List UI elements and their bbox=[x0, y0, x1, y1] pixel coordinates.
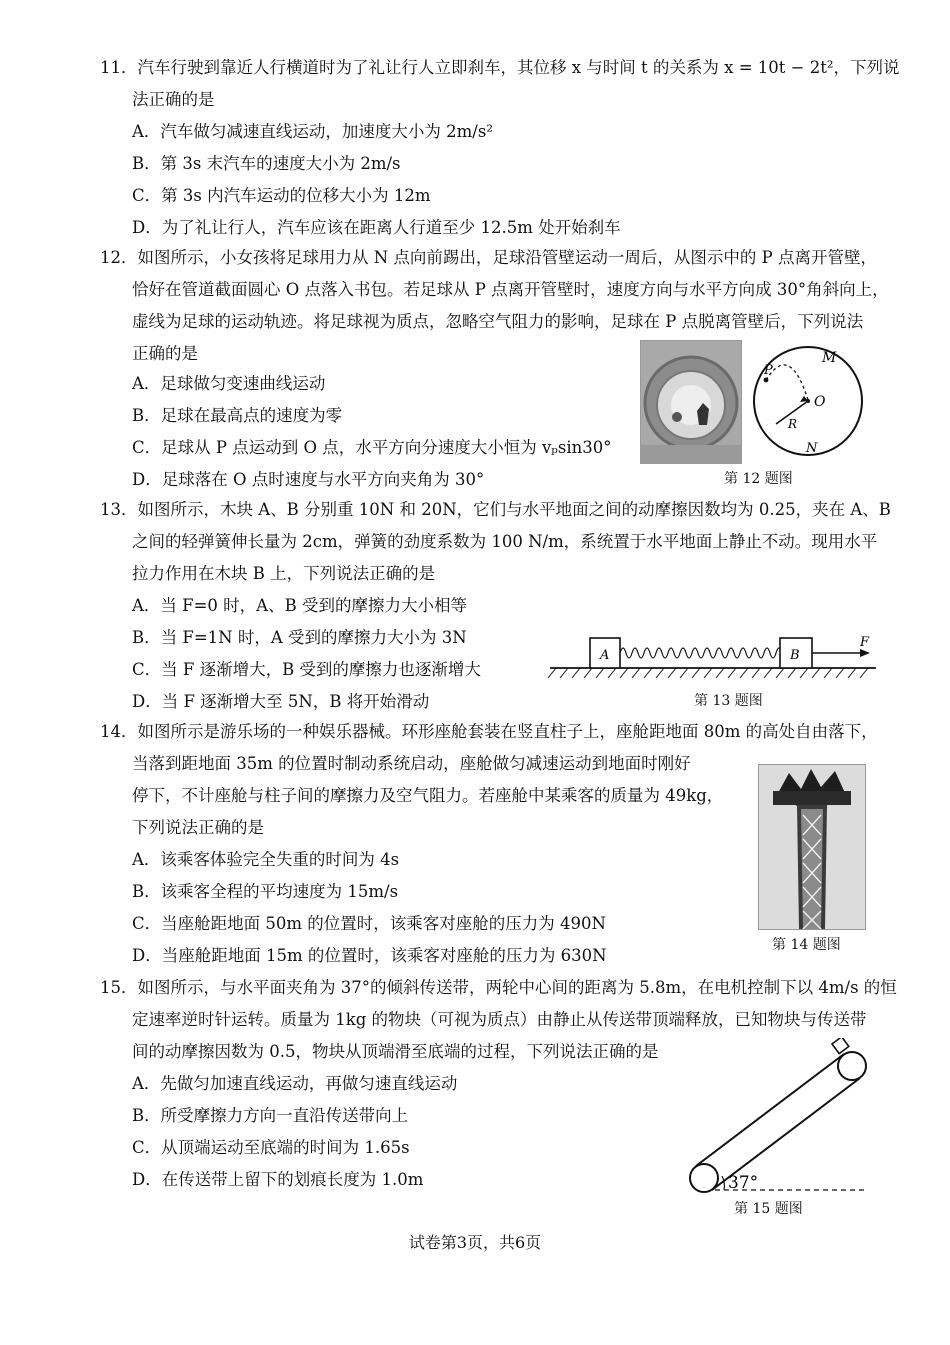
spring bbox=[620, 648, 806, 658]
q14-drop-tower-photo bbox=[758, 764, 866, 930]
q11-stem-line-2: 法正确的是 bbox=[132, 90, 215, 109]
q14-stem-line-4: 下列说法正确的是 bbox=[132, 818, 264, 837]
q14-option-a: A．该乘客体验完全失重的时间为 4s bbox=[132, 850, 400, 869]
q12-stem-line-3: 虚线为足球的运动轨迹。将足球视为质点，忽略空气阻力的影响，足球在 P 点脱离管壁后，下列说法 bbox=[132, 312, 864, 331]
block-b-label: B bbox=[790, 648, 800, 663]
q14-option-c: C．当座舱距地面 50m 的位置时，该乘客对座舱的压力为 490N bbox=[132, 914, 606, 933]
q15-option-d: D．在传送带上留下的划痕长度为 1.0m bbox=[132, 1170, 424, 1189]
q12-tunnel-photo bbox=[640, 340, 742, 464]
q13-option-a: A．当 F=0 时，A、B 受到的摩擦力大小相等 bbox=[132, 596, 467, 615]
q15-option-b: B．所受摩擦力方向一直沿传送带向上 bbox=[132, 1106, 409, 1125]
q13-option-c: C．当 F 逐渐增大，B 受到的摩擦力也逐渐增大 bbox=[132, 660, 481, 679]
q13-spring-diagram bbox=[546, 632, 882, 688]
q11-option-b: B．第 3s 末汽车的速度大小为 2m/s bbox=[132, 154, 401, 173]
belt-top bbox=[696, 1054, 844, 1166]
force-arrow-icon bbox=[860, 649, 870, 657]
q13-option-d: D．当 F 逐渐增大至 5N，B 将开始滑动 bbox=[132, 692, 430, 711]
page-footer: 试卷第3页，共6页 bbox=[408, 1233, 542, 1252]
q12-option-a: A．足球做匀变速曲线运动 bbox=[132, 374, 326, 393]
q13-stem-line-1: 13．如图所示，木块 A、B 分别重 10N 和 20N，它们与水平地面之间的动摩擦因数均为 0.25，夹在 A、B bbox=[100, 500, 891, 519]
q15-option-a: A．先做匀加速直线运动，再做匀速直线运动 bbox=[132, 1074, 458, 1093]
q14-option-b: B．该乘客全程的平均速度为 15m/s bbox=[132, 882, 399, 901]
q13-caption: 第 13 题图 bbox=[694, 693, 763, 709]
q13-stem-line-2: 之间的轻弹簧伸长量为 2cm，弹簧的劲度系数为 100 N/m，系统置于水平地面上静止不动。现用水平 bbox=[132, 532, 878, 551]
q13-option-b: B．当 F=1N 时，A 受到的摩擦力大小为 3N bbox=[132, 628, 467, 647]
q15-stem-line-3: 间的动摩擦因数为 0.5，物块从顶端滑至底端的过程，下列说法正确的是 bbox=[132, 1042, 659, 1061]
q13-stem-line-3: 拉力作用在木块 B 上，下列说法正确的是 bbox=[132, 564, 436, 583]
angle-label: 37° bbox=[728, 1173, 759, 1193]
q15-caption: 第 15 题图 bbox=[734, 1201, 803, 1217]
q15-stem-line-1: 15．如图所示，与水平面夹角为 37°的倾斜传送带，两轮中心间的距离为 5.8m，在电机控制下以 4m/s 的恒 bbox=[100, 978, 897, 997]
q12-option-d: D．足球落在 O 点时速度与水平方向夹角为 30° bbox=[132, 470, 485, 489]
q14-stem-line-3: 停下，不计座舱与柱子间的摩擦力及空气阻力。若座舱中某乘客的质量为 49kg， bbox=[132, 786, 724, 805]
q15-option-c: C．从顶端运动至底端的时间为 1.65s bbox=[132, 1138, 410, 1157]
force-label: F bbox=[860, 635, 870, 650]
label-p: P bbox=[764, 363, 773, 378]
q15-stem-line-2: 定速率逆时针运转。质量为 1kg 的物块（可视为质点）由静止从传送带顶端释放，已知物块与传送带 bbox=[132, 1010, 867, 1029]
label-n: N bbox=[806, 441, 818, 456]
q11-option-a: A．汽车做匀减速直线运动，加速度大小为 2m/s² bbox=[132, 122, 493, 141]
q12-stem-line-1: 12．如图所示，小女孩将足球用力从 N 点向前踢出，足球沿管壁运动一周后，从图示中的 P 点离开管壁， bbox=[100, 248, 878, 267]
q11-stem-line-1: 11．汽车行驶到靠近人行横道时为了礼让行人立即刹车，其位移 x 与时间 t 的关系为 x = 10t − 2t²，下列说 bbox=[100, 58, 900, 77]
q12-option-b: B．足球在最高点的速度为零 bbox=[132, 406, 343, 425]
q12-option-c: C．足球从 P 点运动到 O 点，水平方向分速度大小恒为 vₚsin30° bbox=[132, 438, 612, 457]
q12-stem-line-2: 恰好在管道截面圆心 O 点落入书包。若足球从 P 点离开管壁时，速度方向与水平方向成 30°角斜向上， bbox=[132, 280, 889, 299]
q14-stem-line-2: 当落到距地面 35m 的位置时制动系统启动，座舱做匀减速运动到地面时刚好 bbox=[132, 754, 691, 773]
block bbox=[832, 1038, 849, 1054]
q12-caption: 第 12 题图 bbox=[724, 471, 793, 487]
block-a-label: A bbox=[600, 648, 610, 663]
label-r: R bbox=[788, 417, 798, 431]
q12-stem-line-4: 正确的是 bbox=[132, 344, 198, 363]
q14-stem-line-1: 14．如图所示是游乐场的一种娱乐器械。环形座舱套装在竖直柱子上，座舱距地面 80m 的高处自由落下， bbox=[100, 722, 878, 741]
q14-option-d: D．当座舱距地面 15m 的位置时，该乘客对座舱的压力为 630N bbox=[132, 946, 607, 965]
label-o: O bbox=[814, 394, 826, 410]
q14-caption: 第 14 题图 bbox=[772, 937, 841, 953]
q12-circle-diagram bbox=[750, 344, 870, 460]
q11-option-c: C．第 3s 内汽车运动的位移大小为 12m bbox=[132, 186, 431, 205]
tunnel-illustration bbox=[641, 341, 741, 463]
label-m: M bbox=[822, 350, 837, 366]
drop-tower-illustration bbox=[759, 765, 865, 929]
q15-conveyor-diagram bbox=[676, 1038, 876, 1198]
q11-option-d: D．为了礼让行人，汽车应该在距离人行道至少 12.5m 处开始刹车 bbox=[132, 218, 621, 237]
